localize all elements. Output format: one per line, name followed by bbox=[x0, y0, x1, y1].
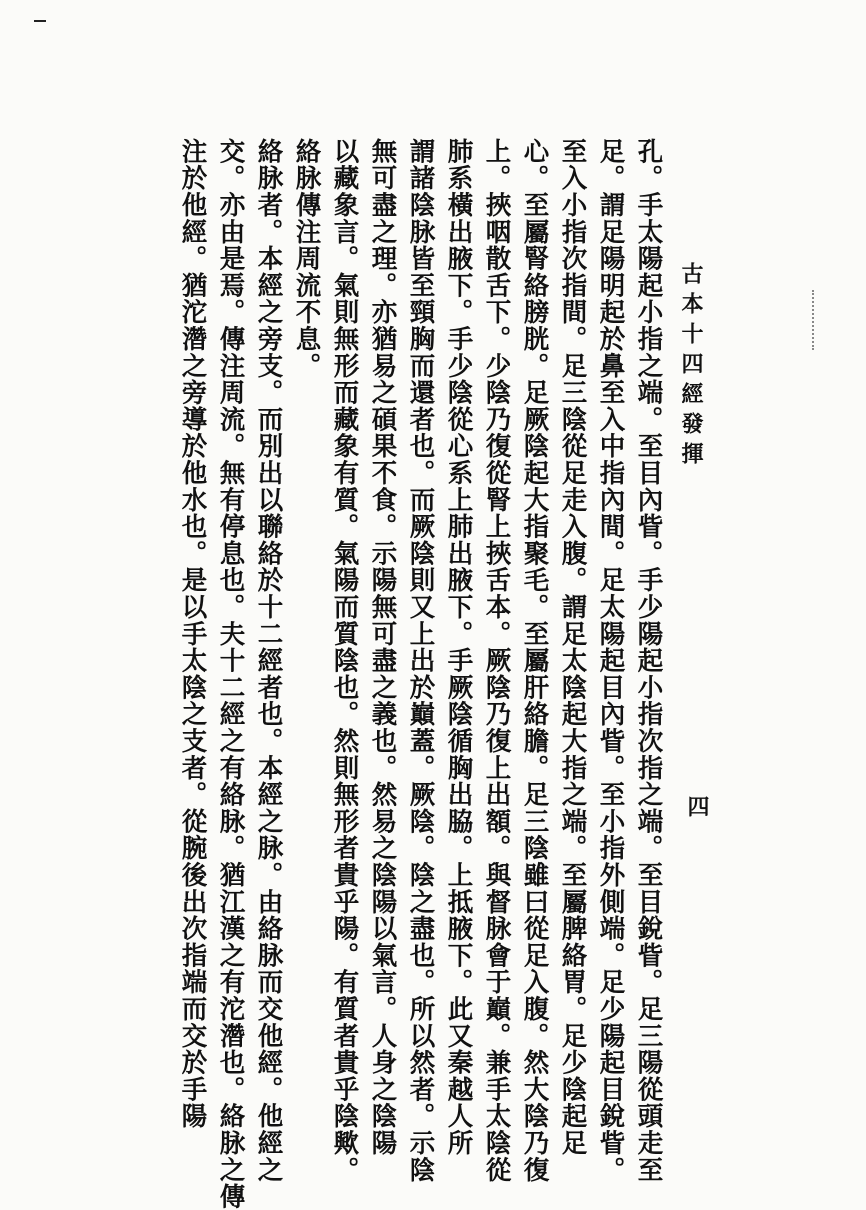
text-column: 足。謂足陽明起於鼻至入中指內間。足太陽起目內眥。至小指外側端。足少陽起目銳眥。 bbox=[595, 138, 626, 1184]
corner-mark bbox=[34, 20, 46, 22]
text-column: 肺系橫出腋下。手少陰從心系上肺出腋下。手厥陰循胸出脇。上抵腋下。此又秦越人所 bbox=[443, 138, 474, 1157]
text-column: 心。至屬腎絡膀胱。足厥陰起大指聚毛。至屬肝絡膽。足三陰雖曰從足入腹。然大陰乃復 bbox=[519, 138, 550, 1184]
text-column: 上。挾咽散舌下。少陰乃復從腎上挾舌本。厥陰乃復上出額。與督脉會于巔。兼手太陰從 bbox=[481, 138, 512, 1184]
section-heading: 絡脉傳注周流不息。 bbox=[291, 138, 322, 380]
page-number: 四 bbox=[684, 795, 710, 817]
text-column: 注於他經。猶沱濳之旁導於他水也。是以手太陰之支者。從腕後出次指端而交於手陽 bbox=[177, 138, 208, 1130]
text-column: 孔。手太陽起小指之端。至目內眥。手少陽起小指次指之端。至目銳眥。足三陽從頭走至 bbox=[633, 138, 664, 1184]
text-column: 以藏象言。氣則無形而藏象有質。氣陽而質陰也。然則無形者貴乎陽。有質者貴乎陰歟。 bbox=[329, 138, 360, 1184]
text-column: 絡脉者。本經之旁支。而別出以聯絡於十二經者也。本經之脉。由絡脉而交他經。他經之 bbox=[253, 138, 284, 1184]
text-column: 無可盡之理。亦猶易之碩果不食。示陽無可盡之義也。然易之陰陽以氣言。人身之陰陽 bbox=[367, 138, 398, 1157]
text-column: 謂諸陰脉皆至頸胸而還者也。而厥陰則又上出於巔蓋。厥陰。陰之盡也。所以然者。示陰 bbox=[405, 138, 436, 1184]
text-column: 交。亦由是焉。傳注周流。無有停息也。夫十二經之有絡脉。猶江漢之有沱濳也。絡脉之傳 bbox=[215, 138, 246, 1210]
text-column: 至入小指次指間。足三陰從足走入腹。謂足太陰起大指之端。至屬脾絡胃。足少陰起足 bbox=[557, 138, 588, 1157]
page-header-title: 古本十四經發揮 bbox=[678, 262, 704, 472]
binding-mark bbox=[812, 290, 816, 350]
